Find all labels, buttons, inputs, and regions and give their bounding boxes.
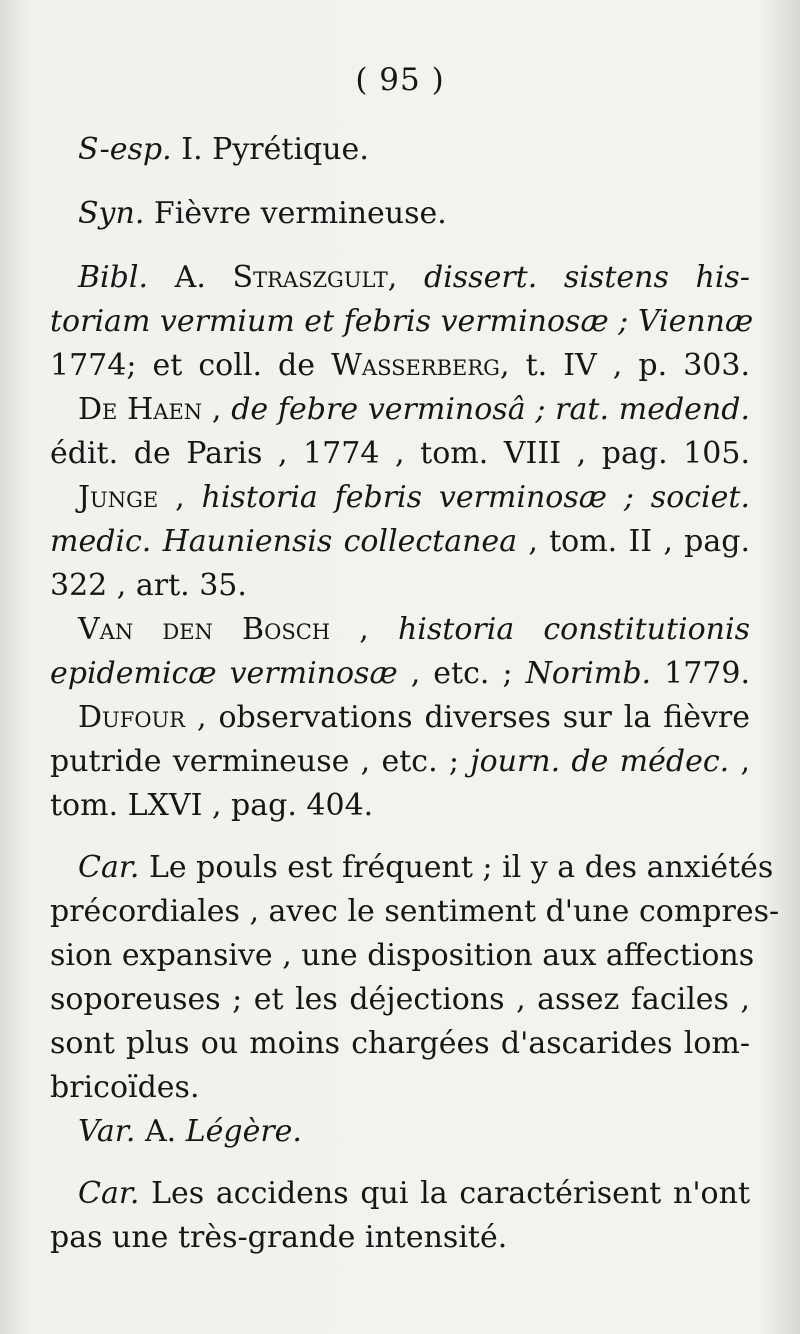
synonym-label: Syn.: [78, 196, 145, 231]
bibliography-entry: [78, 388, 750, 432]
variety-characters-label: Car.: [78, 1176, 140, 1211]
bib-text: tom. LXVI , pag. 404.: [50, 788, 374, 823]
synonym-text: Fièvre vermineuse.: [153, 196, 447, 231]
bib-text: , tom. II , pag.: [528, 524, 750, 559]
bib-title: historia constitutionis: [397, 612, 750, 647]
characters-text: sion expansive , une disposition aux affections: [50, 938, 755, 973]
characters-line: [50, 934, 755, 978]
characters-label: Car.: [78, 850, 140, 885]
bib-text: ,: [359, 612, 369, 647]
characters-text: sont plus ou moins chargées d'ascarides lom-: [50, 1026, 750, 1061]
bib-text: 1774; et coll. de: [50, 348, 315, 383]
bibliography-line: [50, 520, 750, 564]
bib-text: A.: [174, 260, 206, 295]
bib-text: , observations diverses sur la fièvre: [197, 700, 751, 735]
variety-characters-text: Les accidens qui la caractérisent n'ont: [151, 1176, 750, 1211]
subspecies-text: I. Pyrétique.: [181, 132, 369, 167]
bib-title: historia febris verminosæ ; societ.: [201, 480, 750, 515]
bib-place: Viennæ: [637, 304, 754, 339]
bib-title: dissert. sistens his-: [423, 260, 750, 295]
bib-text: ,: [175, 480, 185, 515]
bib-text: ,: [211, 392, 222, 427]
characters-line: [50, 1022, 750, 1066]
bib-author: Junge: [78, 480, 159, 515]
characters-line: [50, 1066, 200, 1110]
bib-text: édit. de Paris , 1774 , tom. VIII , pag. 105.: [50, 436, 750, 471]
bibliography-line: [50, 652, 750, 696]
bibliography-line: [50, 432, 750, 476]
subspecies-label: S-esp.: [78, 132, 172, 167]
bibliography-line: [50, 300, 754, 344]
bib-title: journ. de médec.: [470, 744, 730, 779]
bibliography-line: [50, 740, 750, 784]
bibliography-entry: [78, 476, 750, 520]
bib-author: Wasserberg: [331, 348, 500, 383]
bib-title: toriam vermium et febris verminosæ ;: [50, 304, 629, 339]
bib-place: Norimb.: [525, 656, 652, 691]
bib-text: , t. IV , p. 303.: [499, 348, 750, 383]
bibliography-line: [50, 564, 247, 608]
bib-title: medic. Hauniensis collectanea: [50, 524, 518, 559]
variety-line: [78, 1110, 302, 1154]
synonym-line: [78, 192, 447, 236]
bibliography-line: [50, 784, 373, 828]
subspecies-line: [78, 128, 369, 172]
characters-line: [78, 846, 774, 890]
bib-author: De Haen: [78, 392, 203, 427]
characters-text: précordiales , avec le sentiment d'une compres-: [50, 894, 780, 929]
variety-characters-line: [78, 1172, 750, 1216]
bibliography-entry: [78, 256, 750, 300]
bibliography-line: [50, 344, 750, 388]
bibliography-label: Bibl.: [78, 260, 148, 295]
bib-author: Van den Bosch: [78, 612, 331, 647]
bib-author: Dufour: [78, 700, 186, 735]
bib-text: ,: [740, 744, 750, 779]
variety-characters-text: pas une très-grande intensité.: [50, 1220, 508, 1255]
characters-text: soporeuses ; et les déjections , assez faciles ,: [50, 982, 750, 1017]
page-number: ( 95 ): [355, 62, 445, 98]
bib-text: ,: [387, 260, 398, 295]
bib-title: de febre verminosâ ; rat. medend.: [231, 392, 750, 427]
variety-label: Var.: [78, 1114, 136, 1149]
bib-text: 1779.: [664, 656, 750, 691]
bib-title: epidemicæ verminosæ: [50, 656, 398, 691]
variety-name: Légère.: [185, 1114, 302, 1149]
characters-line: [50, 978, 750, 1022]
variety-characters-line: [50, 1216, 507, 1260]
characters-text: Le pouls est fréquent ; il y a des anxiétés: [148, 850, 774, 885]
bib-author: Straszgult: [232, 260, 388, 295]
bibliography-entry: [78, 608, 750, 652]
characters-text: bricoïdes.: [50, 1070, 200, 1105]
bib-text: , etc. ;: [410, 656, 513, 691]
variety-letter: A.: [144, 1114, 177, 1149]
bib-text: putride vermineuse , etc. ;: [50, 744, 459, 779]
bibliography-entry: [78, 696, 750, 740]
characters-line: [50, 890, 780, 934]
bib-text: 322 , art. 35.: [50, 568, 247, 603]
